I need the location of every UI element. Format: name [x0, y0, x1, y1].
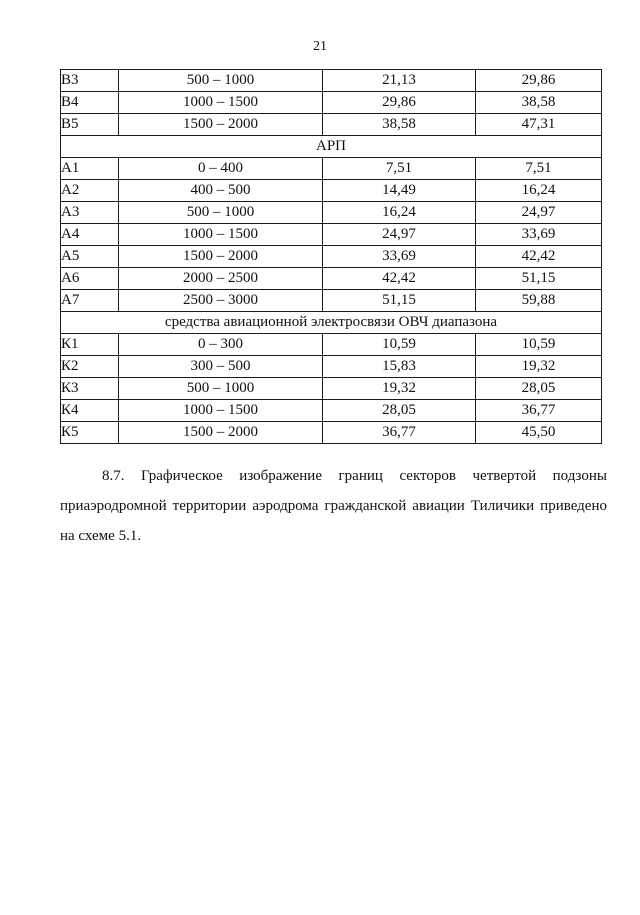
range-cell: 1500 – 2000	[119, 114, 323, 136]
sector-id-cell: А5	[61, 246, 119, 268]
min-value-cell: 51,15	[323, 290, 476, 312]
range-cell: 1000 – 1500	[119, 92, 323, 114]
sector-id-cell: А2	[61, 180, 119, 202]
max-value-cell: 47,31	[476, 114, 602, 136]
min-value-cell: 36,77	[323, 422, 476, 444]
min-value-cell: 28,05	[323, 400, 476, 422]
max-value-cell: 45,50	[476, 422, 602, 444]
min-value-cell: 10,59	[323, 334, 476, 356]
table-row	[61, 224, 602, 246]
min-value-cell: 7,51	[323, 158, 476, 180]
table-row	[61, 400, 602, 422]
sector-id-cell: К5	[61, 422, 119, 444]
group-header-cell: средства авиационной электросвязи ОВЧ диапазона	[61, 312, 602, 334]
table-row	[61, 268, 602, 290]
sector-id-cell: К1	[61, 334, 119, 356]
min-value-cell: 15,83	[323, 356, 476, 378]
sector-id-cell: К3	[61, 378, 119, 400]
table-row	[61, 158, 602, 180]
range-cell: 400 – 500	[119, 180, 323, 202]
max-value-cell: 33,69	[476, 224, 602, 246]
sector-id-cell: А6	[61, 268, 119, 290]
sector-id-cell: В5	[61, 114, 119, 136]
table-row	[61, 378, 602, 400]
table-row	[61, 246, 602, 268]
min-value-cell: 24,97	[323, 224, 476, 246]
table-row	[61, 202, 602, 224]
max-value-cell: 36,77	[476, 400, 602, 422]
max-value-cell: 10,59	[476, 334, 602, 356]
max-value-cell: 42,42	[476, 246, 602, 268]
table-row	[61, 356, 602, 378]
range-cell: 2000 – 2500	[119, 268, 323, 290]
range-cell: 500 – 1000	[119, 202, 323, 224]
max-value-cell: 16,24	[476, 180, 602, 202]
min-value-cell: 29,86	[323, 92, 476, 114]
min-value-cell: 19,32	[323, 378, 476, 400]
table-row	[61, 180, 602, 202]
clause-paragraph: 8.7. Графическое изображение границ секторов четвертой подзоны приаэродромной территории аэродрома гражданской авиации Тиличики приведено на схеме 5.1.	[60, 468, 607, 544]
sector-id-cell: В4	[61, 92, 119, 114]
min-value-cell: 16,24	[323, 202, 476, 224]
range-cell: 1000 – 1500	[119, 224, 323, 246]
min-value-cell: 42,42	[323, 268, 476, 290]
range-cell: 1000 – 1500	[119, 400, 323, 422]
table-row	[61, 70, 602, 92]
range-cell: 300 – 500	[119, 356, 323, 378]
max-value-cell: 24,97	[476, 202, 602, 224]
sector-table	[60, 69, 602, 444]
sector-id-cell: А7	[61, 290, 119, 312]
range-cell: 0 – 300	[119, 334, 323, 356]
max-value-cell: 7,51	[476, 158, 602, 180]
max-value-cell: 28,05	[476, 378, 602, 400]
sector-id-cell: К4	[61, 400, 119, 422]
min-value-cell: 21,13	[323, 70, 476, 92]
max-value-cell: 29,86	[476, 70, 602, 92]
sector-id-cell: В3	[61, 70, 119, 92]
group-header-row	[61, 136, 602, 158]
sector-id-cell: А4	[61, 224, 119, 246]
min-value-cell: 38,58	[323, 114, 476, 136]
min-value-cell: 14,49	[323, 180, 476, 202]
max-value-cell: 19,32	[476, 356, 602, 378]
range-cell: 2500 – 3000	[119, 290, 323, 312]
table-row	[61, 92, 602, 114]
max-value-cell: 51,15	[476, 268, 602, 290]
table-row	[61, 422, 602, 444]
range-cell: 500 – 1000	[119, 378, 323, 400]
max-value-cell: 59,88	[476, 290, 602, 312]
max-value-cell: 38,58	[476, 92, 602, 114]
sector-id-cell: К2	[61, 356, 119, 378]
table-row	[61, 290, 602, 312]
group-header-cell: АРП	[61, 136, 602, 158]
range-cell: 0 – 400	[119, 158, 323, 180]
sector-table-body	[61, 70, 602, 444]
range-cell: 1500 – 2000	[119, 422, 323, 444]
range-cell: 500 – 1000	[119, 70, 323, 92]
group-header-row	[61, 312, 602, 334]
range-cell: 1500 – 2000	[119, 246, 323, 268]
min-value-cell: 33,69	[323, 246, 476, 268]
table-row	[61, 114, 602, 136]
table-row	[61, 334, 602, 356]
sector-id-cell: А1	[61, 158, 119, 180]
sector-id-cell: А3	[61, 202, 119, 224]
page-number: 21	[313, 39, 327, 54]
